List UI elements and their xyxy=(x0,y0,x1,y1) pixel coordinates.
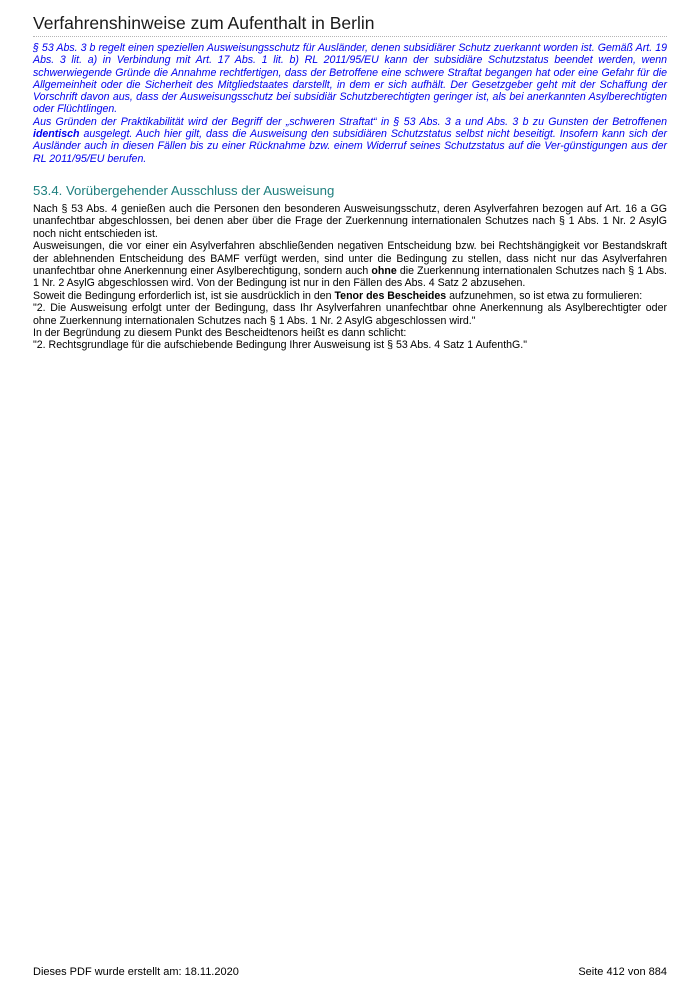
body-paragraph-3-text-a: Soweit die Bedingung erforderlich ist, ist sie ausdrücklich in den xyxy=(33,289,335,302)
body-paragraph xyxy=(33,302,667,327)
body-paragraph-1-text: Nach § 53 Abs. 4 genießen auch die Personen den besonderen Ausweisungsschutz, deren Asylverfahren bezogen auf Art. 16 a GG unanfechtbar abgeschlossen, bei denen aber über die Frage der Zuerkennung internationalen Schutzes nach § 1 Abs. 1 Nr. 2 AsylG noch nicht entschieden ist. xyxy=(33,203,667,240)
note-paragraph-1-text: § 53 Abs. 3 b regelt einen speziellen Ausweisungsschutz für Ausländer, denen subsidiärer Schutz zuerkannt worden ist. Gemäß Art. 19 Abs. 3 lit. a) in Verbindung mit Art. 17 Abs. 1 lit. b) RL 2011/95/EU kann der subsidiäre Schutzstatus beendet werden, wenn schwerwiegende Gründe die Annahme rechtfertigen, dass der Betroffene eine schwere Straftat begangen hat oder eine Gefahr für die Allgemeinheit oder die Sicherheit des Mitgliedstaates darstellt, in dem er sich aufhält. Der Gesetzgeber geht mit der Schaffung der Vorschrift davon aus, dass der Ausweisungsschutz bei subsidiär Schutzberechtigten geringer ist, als bei anerkannten Asylberechtigten oder Flüchtlingen. xyxy=(33,42,667,116)
note-paragraph xyxy=(33,42,667,116)
page-title: Verfahrenshinweise zum Aufenthalt in Berlin xyxy=(33,13,375,33)
footer-page-number: Seite 412 von 884 xyxy=(578,966,667,978)
body-paragraph-5-text: In der Begründung zu diesem Punkt des Bescheidtenors heißt es dann schlicht: xyxy=(33,327,407,340)
note-paragraph xyxy=(33,116,667,165)
body-paragraph-6-text: "2. Rechtsgrundlage für die aufschiebende Bedingung Ihrer Ausweisung ist § 53 Abs. 4 Satz 1 AufenthG." xyxy=(33,339,527,352)
body-paragraph xyxy=(33,327,667,339)
body-emphasis: Tenor des Bescheides xyxy=(334,289,447,302)
note-emphasis: identisch xyxy=(33,128,80,141)
body-paragraph xyxy=(33,339,667,351)
section-body xyxy=(33,203,667,352)
title-divider xyxy=(33,36,667,37)
body-paragraph xyxy=(33,240,667,290)
note-paragraph-2-text-b: ausgelegt. Auch hier gilt, dass die Ausweisung den subsidiären Schutzstatus selbst nicht beseitigt. Insofern kann sich der Ausländer auch in diesen Fällen bis zu einer Rücknahme bzw. einem Widerruf seines Schutzstatus auf die Ver-günstigungen aus der RL 2011/95/EU berufen. xyxy=(33,128,667,165)
body-emphasis: ohne xyxy=(371,265,397,278)
body-paragraph xyxy=(33,290,667,302)
body-paragraph xyxy=(33,203,667,240)
footer-created-date: Dieses PDF wurde erstellt am: 18.11.2020 xyxy=(33,966,239,978)
blue-note-block xyxy=(33,42,667,165)
body-paragraph-2-text-b: die Zuerkennung internationalen Schutzes nach § 1 Abs. 1 Nr. 2 AsylG abgeschlossen wird. Von der Bedingung ist nur in den Fällen des Abs. 4 Satz 2 abzusehen. xyxy=(33,265,667,290)
body-paragraph-3-text-b: aufzunehmen, so ist etwa zu formulieren: xyxy=(446,289,643,302)
note-paragraph-2-text-a: Aus Gründen der Praktikabilität wird der Begriff der „schweren Straftat“ in § 53 Abs. 3 a und Abs. 3 b zu Gunsten der Betroffenen xyxy=(33,115,667,128)
body-paragraph-2-text-a: Ausweisungen, die vor einer ein Asylverfahren abschließenden negativen Entscheidung bzw. bei Rechtshängigkeit vor Bestandskraft der ablehnenden Entscheidung des BAMF verfügt werden, sind unter die Bedingung zu stellen, dass nicht nur das Asylverfahren unanfechtbar ohne Anerkennung einer Asylberechtigung, sondern auch xyxy=(33,240,667,278)
section-heading: 53.4. Vorübergehender Ausschluss der Ausweisung xyxy=(33,183,335,198)
body-paragraph-4-text: "2. Die Ausweisung erfolgt unter der Bedingung, dass Ihr Asylverfahren unanfechtbar ohne Anerkennung als Asylberechtigter oder ohne Zuerkennung internationalen Schutzes nach § 1 Abs. 1 Nr. 2 AsylG abgeschlossen wird." xyxy=(33,302,667,327)
